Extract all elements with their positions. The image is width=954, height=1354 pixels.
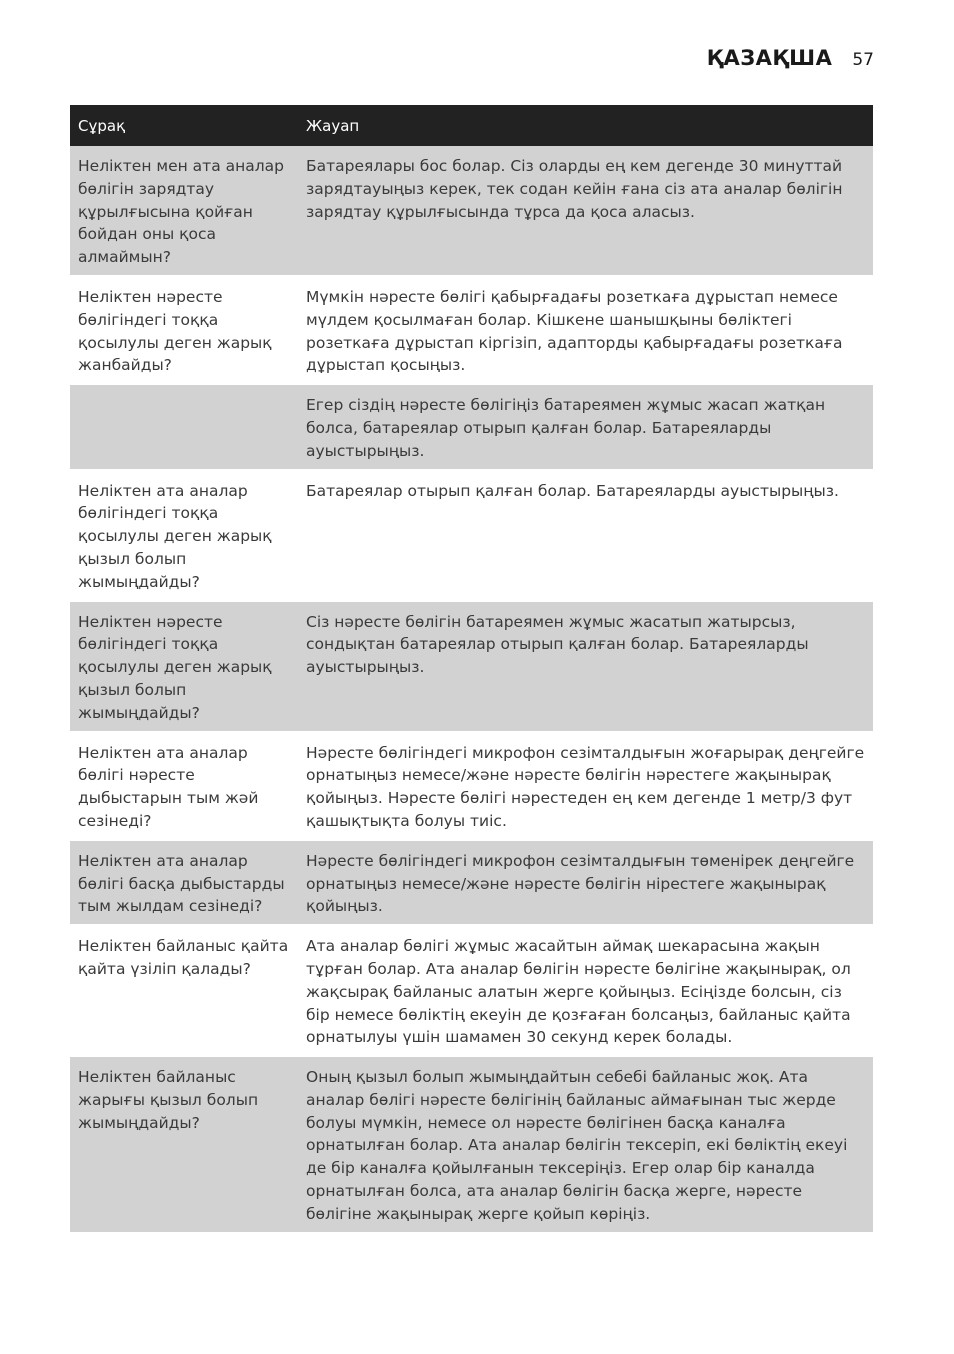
question-cell (70, 384, 298, 469)
column-header-question: Сұрақ (70, 105, 298, 146)
answer-cell: Батареялары бос болар. Сіз оларды ең кем дегенде 30 минуттай зарядтауыңыз керек, тек содан кейін ғана сіз ата аналар бөлігін зарядтау құрылғысында тұрса да қоса аласыз. (298, 146, 873, 276)
answer-cell: Нәресте бөлігіндегі микрофон сезімталдығын төменірек деңгейге орнатыңыз немесе/және нәресте бөлігін нірестеге жақынырақ қойыңыз. (298, 840, 873, 925)
table-row (70, 1056, 873, 1232)
table-row (70, 840, 873, 925)
answer-cell: Мүмкін нәресте бөлігі қабырғадағы розеткаға дұрыстап немесе мүлдем қосылмаған болар. Кішкене шанышқыны бөліктегі розеткаға дұрыстап кіргізіп, адапторды қабырғадағы розеткаға дұрыстап қосыңыз. (298, 276, 873, 384)
answer-cell: Оның қызыл болып жымыңдайтын себебі байланыс жоқ. Ата аналар бөлігі нәресте бөлігінің байланыс аймағынан тыс жерде болуы мүмкін, немесе ол нәресте бөлігінен басқа каналға орнатылған болар. Ата аналар бөлігін тексеріп, екі бөліктің екеуі де бір каналға қойылғанын тексеріңіз. Егер олар бір каналда орнатылған болса, ата аналар бөлігін басқа жерге, нәресте бөлігіне жақынырақ жерге қойып көріңіз. (298, 1056, 873, 1232)
column-header-answer: Жауап (298, 105, 873, 146)
question-cell: Неліктен байланыс қайта қайта үзіліп қалады? (70, 925, 298, 1056)
question-cell: Неліктен мен ата аналар бөлігін зарядтау құрылғысына қойған бойдан оны қоса алмаймын? (70, 146, 298, 276)
table-row (70, 470, 873, 601)
answer-cell: Егер сіздің нәресте бөлігіңіз батареямен жұмыс жасап жатқан болса, батареялар отырып қалған болар. Батареяларды ауыстырыңыз. (298, 384, 873, 469)
question-cell: Неліктен ата аналар бөлігіндегі тоққа қосылулы деген жарық қызыл болып жымыңдайды? (70, 470, 298, 601)
table-row (70, 276, 873, 384)
answer-cell: Батареялар отырып қалған болар. Батареяларды ауыстырыңыз. (298, 470, 873, 601)
table-row (70, 384, 873, 469)
page-number: 57 (852, 50, 874, 70)
table-header-row (70, 105, 873, 146)
question-cell: Неліктен ата аналар бөлігі басқа дыбыстарды тым жылдам сезінеді? (70, 840, 298, 925)
language-title: ҚАЗАҚША (706, 46, 833, 70)
page-header (707, 46, 874, 70)
troubleshooting-table (70, 105, 873, 1232)
question-cell: Неліктен нәресте бөлігіндегі тоққа қосылулы деген жарық жанбайды? (70, 276, 298, 384)
table-row (70, 925, 873, 1056)
answer-cell: Ата аналар бөлігі жұмыс жасайтын аймақ шекарасына жақын тұрған болар. Ата аналар бөлігін нәресте бөлігіне жақынырақ, ол жақсырақ байланыс алатын жерге қойыңыз. Есіңізде болсын, сіз бір немесе бөліктің екеуін де қозғаған болсаңыз, байланыс қайта орнатылуы үшін шамамен 30 секунд керек болады. (298, 925, 873, 1056)
answer-cell: Нәресте бөлігіндегі микрофон сезімталдығын жоғарырақ деңгейге орнатыңыз немесе/және нәресте бөлігін нәрестеге жақынырақ қойыңыз. Нәресте бөлігі нәрестеден ең кем дегенде 1 метр/3 фут қашықтықта болуы тиіс. (298, 732, 873, 840)
table-row (70, 601, 873, 732)
table-row (70, 732, 873, 840)
question-cell: Неліктен нәресте бөлігіндегі тоққа қосылулы деген жарық қызыл болып жымыңдайды? (70, 601, 298, 732)
table-row (70, 146, 873, 276)
question-cell: Неліктен байланыс жарығы қызыл болып жымыңдайды? (70, 1056, 298, 1232)
question-cell: Неліктен ата аналар бөлігі нәресте дыбыстарын тым жәй сезінеді? (70, 732, 298, 840)
answer-cell: Сіз нәресте бөлігін батареямен жұмыс жасатып жатырсыз, сондықтан батареялар отырып қалған болар. Батареяларды ауыстырыңыз. (298, 601, 873, 732)
